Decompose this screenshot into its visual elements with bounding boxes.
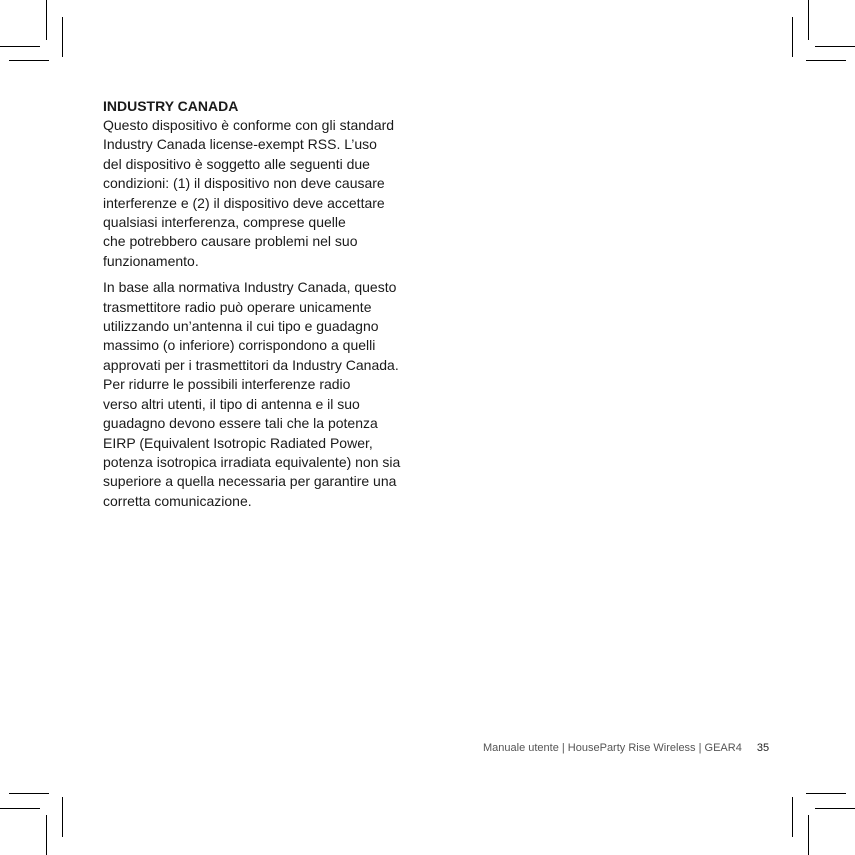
main-content (103, 97, 423, 518)
crop-mark (792, 17, 793, 57)
crop-mark (808, 815, 809, 855)
section-heading: INDUSTRY CANADA (103, 98, 239, 114)
text-line: utilizzando un’antenna il cui tipo e guadagno (103, 318, 379, 335)
crop-mark (62, 797, 63, 837)
text-line: massimo (o inferiore) corrispondono a quelli (103, 337, 376, 354)
text-line: trasmettitore radio può operare unicamente (103, 298, 372, 315)
crop-mark (806, 60, 846, 61)
text-line: funzionamento. (103, 252, 199, 269)
crop-mark (0, 808, 40, 809)
paragraph (103, 116, 423, 271)
text-line: interferenze e (2) il dispositivo deve accettare (103, 194, 385, 211)
crop-mark (46, 815, 47, 855)
text-line: del dispositivo è soggetto alle seguenti due (103, 155, 370, 172)
crop-mark (46, 0, 47, 40)
crop-mark (62, 17, 63, 57)
text-line: potenza isotropica irradiata equivalente) non sia (103, 453, 401, 470)
text-line: In base alla normativa Industry Canada, questo (103, 279, 397, 296)
text-line: Per ridurre le possibili interferenze radio (103, 376, 351, 393)
text-line: guadagno devono essere tali che la potenza (103, 415, 378, 432)
text-line: corretta comunicazione. (103, 492, 252, 509)
text-line: verso altri utenti, il tipo di antenna e il suo (103, 395, 360, 412)
text-line: approvati per i trasmettitori da Industry Canada. (103, 356, 399, 373)
paragraph (103, 278, 423, 511)
text-line: Industry Canada license-exempt RSS. L’uso (103, 136, 377, 153)
page-footer (483, 741, 769, 755)
crop-mark (792, 797, 793, 837)
crop-mark (9, 60, 49, 61)
crop-mark (0, 46, 40, 47)
crop-mark (815, 46, 855, 47)
text-line: superiore a quella necessaria per garantire una (103, 473, 397, 490)
text-line: Questo dispositivo è conforme con gli standard (103, 117, 395, 133)
page-number: 35 (756, 742, 770, 754)
crop-mark (9, 793, 49, 794)
text-line: qualsiasi interferenza, comprese quelle (103, 214, 346, 231)
text-line: condizioni: (1) il dispositivo non deve causare (103, 175, 385, 192)
text-line: che potrebbero causare problemi nel suo (103, 233, 358, 250)
crop-mark (808, 0, 809, 40)
text-line: EIRP (Equivalent Isotropic Radiated Power, (103, 434, 373, 451)
footer-text: Manuale utente | HouseParty Rise Wireless | GEAR4 (483, 742, 742, 754)
crop-mark (815, 808, 855, 809)
crop-mark (806, 793, 846, 794)
